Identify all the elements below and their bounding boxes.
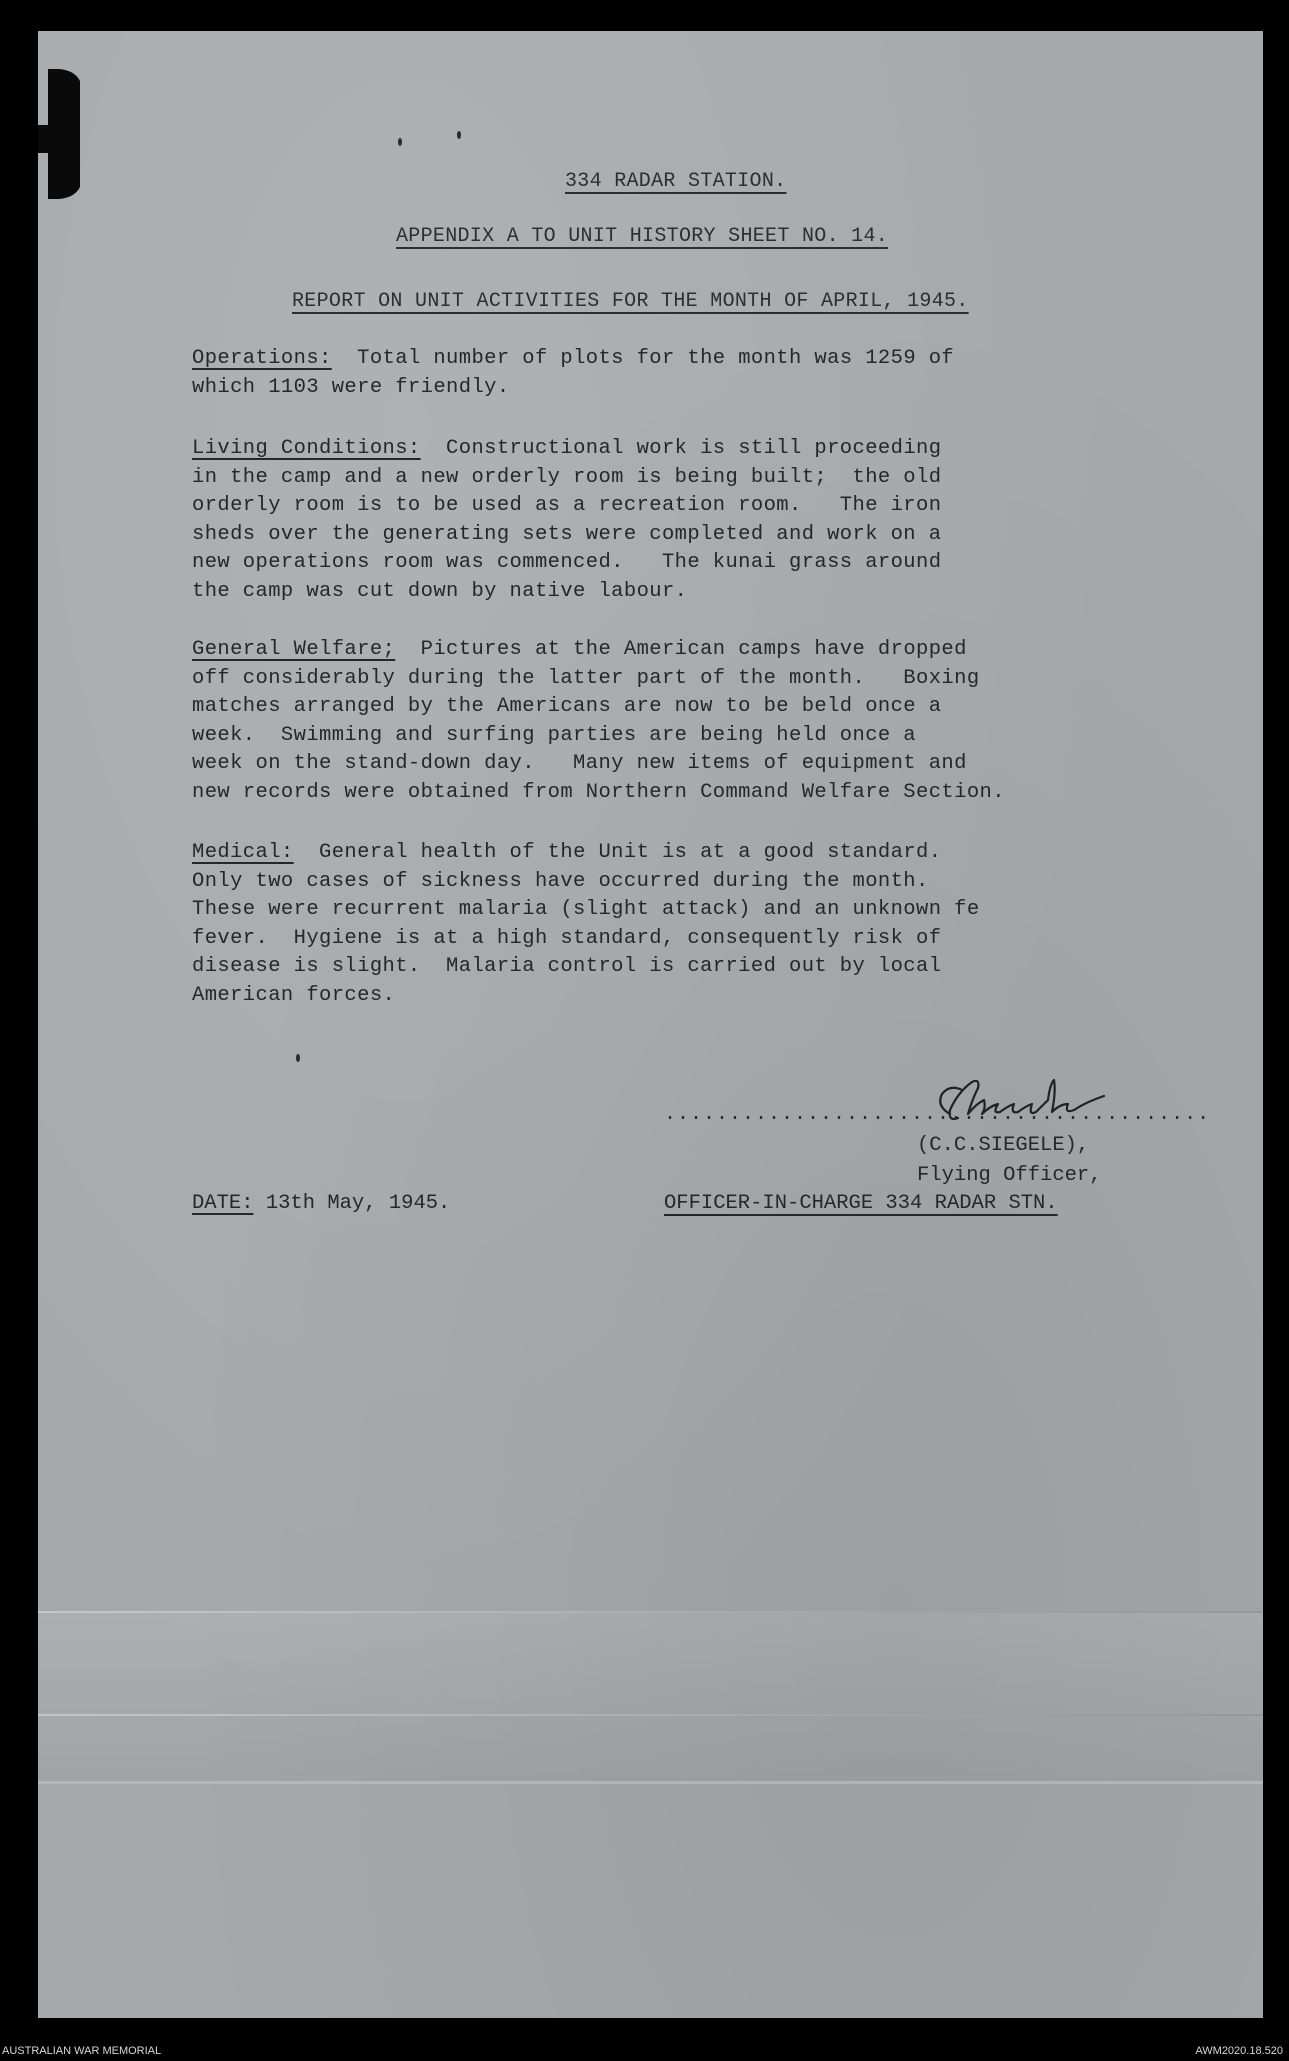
paper-fold-line bbox=[38, 1611, 1263, 1613]
paper-fold-band bbox=[38, 1613, 1263, 1781]
signatory-rank: Flying Officer, bbox=[917, 1164, 1102, 1187]
paper-fold-line bbox=[38, 1714, 1263, 1716]
signatory-name: (C.C.SIEGELE), bbox=[917, 1134, 1090, 1157]
archive-credit: AUSTRALIAN WAR MEMORIAL bbox=[2, 2045, 162, 2057]
operations-text: Total number of plots for the month was 1259 of which 1103 were friendly. bbox=[192, 347, 955, 399]
ink-speck bbox=[398, 138, 402, 146]
date-line bbox=[192, 1192, 450, 1215]
living-conditions-label: Living Conditions: bbox=[192, 437, 421, 460]
operations-section bbox=[192, 345, 1192, 402]
ink-speck bbox=[457, 131, 461, 139]
paper-fold-line bbox=[38, 1781, 1263, 1784]
medical-text: General health of the Unit is at a good standard. Only two cases of sickness have occurred during the month. These were recurrent malaria (slight attack) and an unknown fe fever. Hygiene is at a high standard, consequently risk of disease is slight. Malaria control is carried out by local American forces. bbox=[192, 841, 980, 1007]
medical-section bbox=[192, 839, 1192, 1010]
report-heading: REPORT ON UNIT ACTIVITIES FOR THE MONTH OF APRIL, 1945. bbox=[292, 290, 969, 313]
document-page bbox=[38, 31, 1263, 2018]
operations-label: Operations: bbox=[192, 347, 332, 370]
general-welfare-section bbox=[192, 636, 1192, 807]
date-label: DATE: bbox=[192, 1192, 254, 1215]
general-welfare-label: General Welfare; bbox=[192, 638, 396, 661]
binder-clip-mark bbox=[38, 69, 100, 199]
archive-reference: AWM2020.18.520 bbox=[1195, 2045, 1283, 2057]
living-conditions-text: Constructional work is still proceeding in the camp and a new orderly room is being built; the old orderly room is to be used as a recreation room. The iron sheds over the generating sets were completed and work on a new operations room was commenced. The kunai grass around the camp was cut down by native labour. bbox=[192, 437, 942, 603]
officer-title: OFFICER-IN-CHARGE 334 RADAR STN. bbox=[664, 1192, 1058, 1215]
appendix-heading: APPENDIX A TO UNIT HISTORY SHEET NO. 14. bbox=[396, 225, 889, 248]
medical-label: Medical: bbox=[192, 841, 294, 864]
living-conditions-section bbox=[192, 435, 1192, 606]
ink-speck bbox=[296, 1054, 300, 1062]
signature-dotted-line: .......................................... bbox=[664, 1103, 1211, 1126]
handwritten-signature bbox=[928, 1070, 1118, 1140]
date-value: 13th May, 1945. bbox=[253, 1192, 451, 1215]
station-heading: 334 RADAR STATION. bbox=[565, 170, 787, 193]
general-welfare-text: Pictures at the American camps have dropped off considerably during the latter part of the month. Boxing matches arranged by the Americans are now to be beld once a week. Swimming and surfing parties are being held once a week on the stand-down day. Many new items of equipment and new records were obtained from Northern Command Welfare Section. bbox=[192, 638, 1005, 804]
